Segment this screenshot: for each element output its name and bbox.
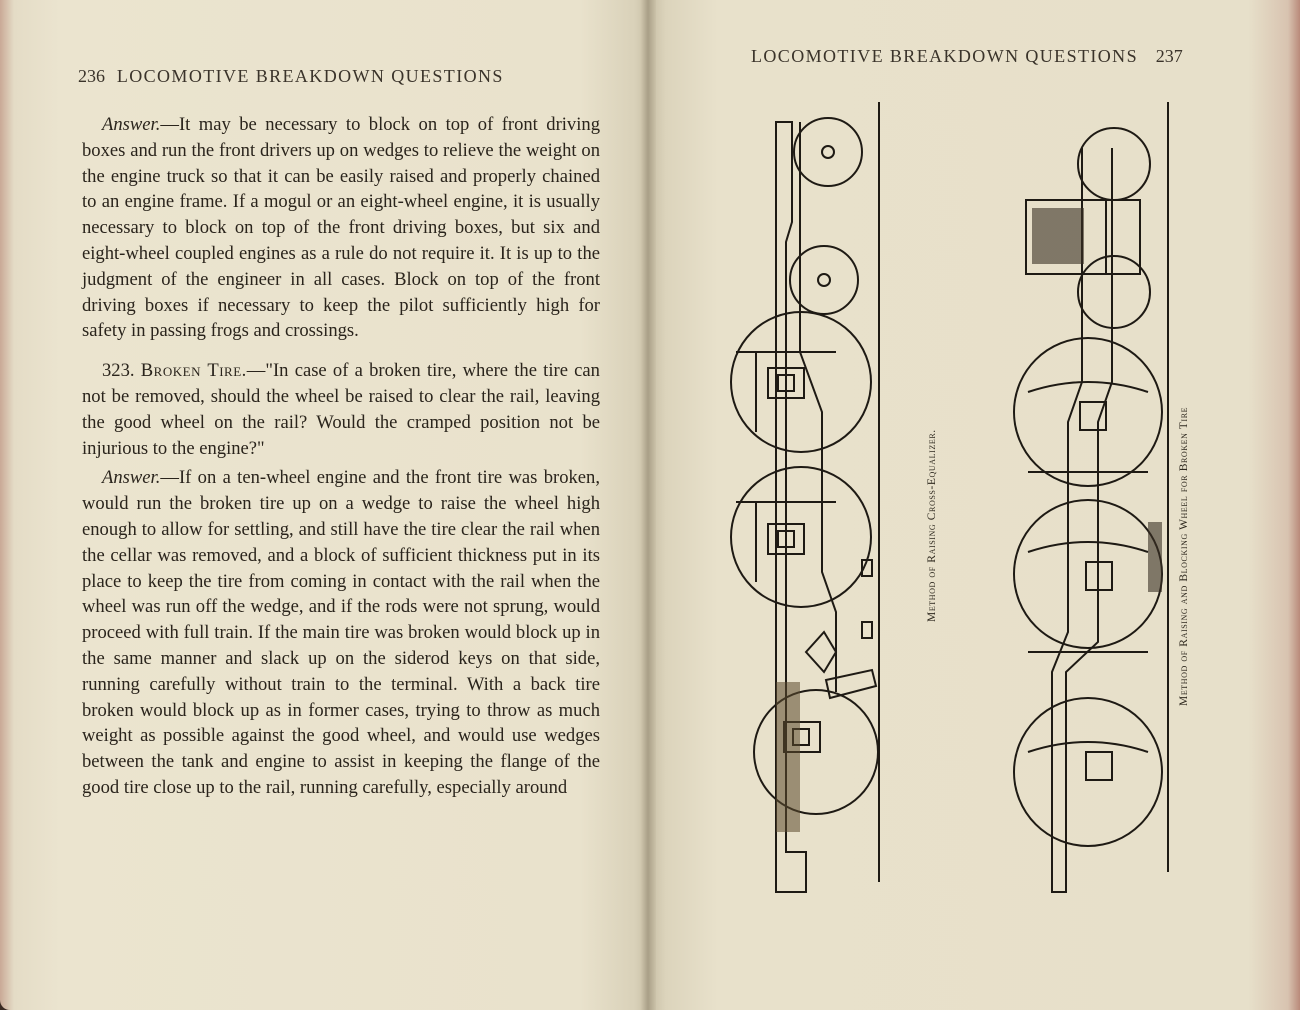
question-paragraph-323: [82, 358, 600, 461]
question-number: 323.: [102, 360, 135, 382]
answer-paragraph-1: [82, 112, 600, 344]
answer-label-1: Answer.: [102, 114, 161, 135]
question-text: —"In case of a broken tire, where the tire can not be removed, should the wheel be raised to clear the rail, leaving the good wheel on the rail? Would the cramped position not be injurious to the engine?": [82, 360, 600, 459]
book-gutter: [640, 0, 656, 1010]
left-running-head: [78, 66, 504, 87]
locomotive-frame-drawing-1: [716, 92, 896, 912]
left-page-number: 236: [78, 66, 105, 86]
figure-1-caption: Method of Raising Cross-Equalizer.: [926, 429, 938, 622]
left-page: [0, 0, 648, 1010]
right-running-head: [751, 46, 1183, 67]
right-head-title: LOCOMOTIVE BREAKDOWN QUESTIONS: [751, 46, 1138, 66]
left-page-body: [82, 112, 600, 801]
right-page: [648, 0, 1300, 1010]
figure-raising-cross-equalizer: [716, 92, 896, 917]
answer-text-1: —It may be necessary to block on top of front driving boxes and run the front drivers up on wedges to relieve the weight on the engine truck so that it can be easily raised and properly chained to an engine frame. If a mogul or an eight-wheel engine, it is usually necessary to block on top of the front driving boxes, but six and eight-wheel coupled engines as a rule do not require it. It is up to the judgment of the engineer in all cases. Block on top of the front driving boxes if necessary to keep the pilot sufficiently high for safety in passing frogs and crossings.: [82, 114, 600, 342]
answer-text-2: —If on a ten-wheel engine and the front tire was broken, would run the broken tire up on a wedge to raise the wheel high enough to allow for settling, and still have the tire clear the rail when the cellar was removed, and a block of sufficient thickness put in its place to keep the tire from coming in contact with the rail when the wheel was run off the wedge, and if the rods were not sprung, would proceed with full train. If the main tire was broken would block up in the same manner and slack up on the siderod keys on that side, running carefully without train to the terminal. With a back tire broken would block up as in former cases, trying to throw as much weight as possible against the good wheel, and would use wedges between the tank and engine to assist in keeping the flange of the good tire close up to the rail, running carefully, especially around: [82, 467, 600, 798]
answer-label-2: Answer.: [102, 467, 161, 489]
left-head-title: LOCOMOTIVE BREAKDOWN QUESTIONS: [116, 66, 504, 86]
answer-paragraph-2: [82, 465, 600, 800]
figure-2-caption: Method of Raising and Blocking Wheel for Broken Tire: [1178, 406, 1190, 706]
right-page-number: 237: [1155, 46, 1183, 66]
question-title: Broken Tire.: [140, 360, 247, 382]
